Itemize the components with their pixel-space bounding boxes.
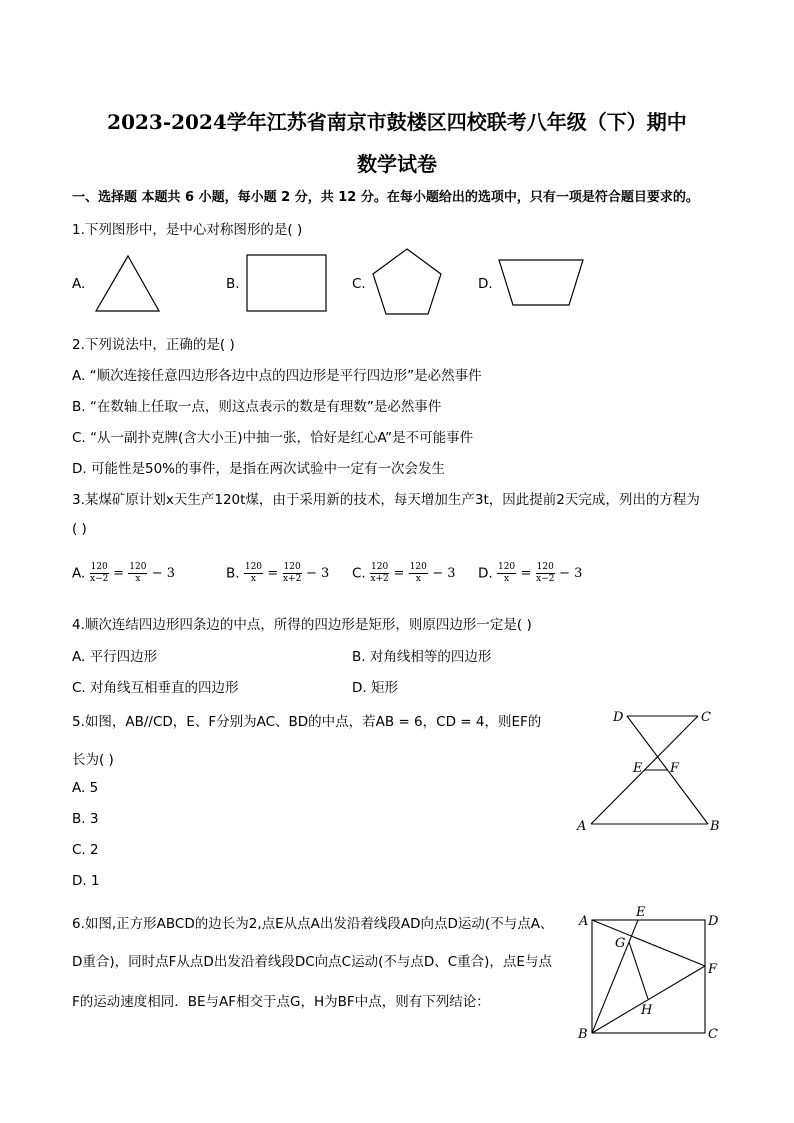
q5-option-c: C. 2 (72, 842, 99, 858)
q5-option-d: D. 1 (72, 873, 100, 889)
point-label-h: H (641, 1003, 653, 1018)
q2-option-d: D. 可能性是50%的事件，是指在两次试验中一定有一次会发生 (72, 461, 445, 477)
question-5-stem: 5.如图，AB//CD，E、F分别为AC、BD的中点，若AB = 6，CD = 4，则EF的 (72, 714, 542, 730)
q4-option-c: C. 对角线互相垂直的四边形 (72, 680, 239, 696)
q3-option-a-label: A. (72, 565, 86, 582)
paper-title: 2023-2024学年江苏省南京市鼓楼区四校联考八年级（下）期中 (107, 110, 687, 134)
point-label-b: B (578, 1027, 588, 1042)
trapezoid-shape (497, 257, 587, 309)
q3-option-c: C. $\frac{120}{x+2}$ = $\frac{120}{x}$ − 3 (352, 562, 456, 584)
point-label-a: A (577, 819, 587, 834)
paper-subtitle: 数学试卷 (357, 152, 437, 176)
question-2-stem: 2.下列说法中，正确的是( ) (72, 337, 235, 353)
fraction-left: $\frac{120}{x+2}$ (370, 562, 389, 584)
question-6-stem-cont2: F的运动速度相同．BE与AF相交于点G，H为BF中点，则有下列结论： (72, 994, 490, 1010)
rectangle-shape (245, 253, 329, 313)
section-header: 一、选择题 本题共 6 小题，每小题 2 分，共 12 分。在每小题给出的选项中，只有一项是符合题目要求的。 (72, 190, 699, 205)
point-label-f: F (708, 962, 718, 977)
q4-option-b: B. 对角线相等的四边形 (352, 649, 492, 665)
point-label-d: D (708, 914, 719, 929)
q2-option-c: C. “从一副扑克牌(含大小王)中抽一张，恰好是红心A”是不可能事件 (72, 430, 474, 446)
point-label-e: E (636, 905, 646, 920)
q1-option-c-label: C. (352, 276, 366, 292)
q4-option-d: D. 矩形 (352, 680, 398, 696)
point-label-a: A (579, 914, 589, 929)
q1-option-a-label: A. (72, 276, 86, 292)
q1-option-b-label: B. (226, 276, 240, 292)
q3-option-a: A. $\frac{120}{x-2}$ = $\frac{120}{x}$ − 3 (72, 562, 176, 584)
fraction-right: $\frac{120}{x-2}$ (536, 562, 555, 584)
q3-option-b-label: B. (226, 565, 240, 582)
q2-option-a: A. “顺次连接任意四边形各边中点的四边形是平行四边形”是必然事件 (72, 368, 482, 384)
q3-option-d-label: D. (478, 565, 493, 582)
fraction-left: $\frac{120}{x-2}$ (90, 562, 109, 584)
q3-option-d: D. $\frac{120}{x}$ = $\frac{120}{x-2}$ − 3 (478, 562, 583, 584)
q3-option-c-label: C. (352, 565, 366, 582)
pentagon-shape (370, 247, 444, 317)
triangle-shape (94, 252, 162, 314)
q6-figure (574, 902, 734, 1048)
question-5-stem-cont: 长为( ) (72, 752, 114, 768)
point-label-f: F (670, 761, 680, 776)
fraction-right: $\frac{120}{x}$ (409, 562, 427, 584)
q1-option-d-label: D. (478, 276, 493, 292)
q4-option-a: A. 平行四边形 (72, 649, 158, 665)
point-label-g: G (615, 936, 626, 951)
q3-option-b: B. $\frac{120}{x}$ = $\frac{120}{x+2}$ − 3 (226, 562, 330, 584)
point-label-c: C (701, 710, 711, 725)
point-label-e: E (633, 761, 643, 776)
question-3-stem: 3.某煤矿原计划x天生产120t煤，由于采用新的技术，每天增加生产3t，因此提前2天完成，列出的方程为 (72, 492, 700, 508)
point-label-d: D (613, 710, 624, 725)
question-3-stem-cont: ( ) (72, 521, 87, 537)
question-1-stem: 1.下列图形中，是中心对称图形的是( ) (72, 222, 303, 238)
question-6-stem-cont1: D重合)，同时点F从点D出发沿着线段DC向点C运动(不与点D、C重合)，点E与点 (72, 954, 552, 970)
q5-figure (574, 704, 734, 840)
fraction-left: $\frac{120}{x}$ (244, 562, 263, 584)
question-4-stem: 4.顺次连结四边形四条边的中点，所得的四边形是矩形，则原四边形一定是( ) (72, 617, 532, 633)
fraction-right: $\frac{120}{x+2}$ (282, 562, 302, 584)
question-6-stem: 6.如图,正方形ABCD的边长为2,点E从点A出发沿着线段AD向点D运动(不与点A、 (72, 916, 554, 932)
fraction-left: $\frac{120}{x}$ (497, 562, 516, 584)
q5-option-b: B. 3 (72, 811, 99, 827)
q2-option-b: B. “在数轴上任取一点，则这点表示的数是有理数”是必然事件 (72, 399, 442, 415)
fraction-right: $\frac{120}{x}$ (129, 562, 147, 584)
q5-option-a: A. 5 (72, 780, 99, 796)
point-label-c: C (708, 1027, 718, 1042)
point-label-b: B (710, 819, 720, 834)
